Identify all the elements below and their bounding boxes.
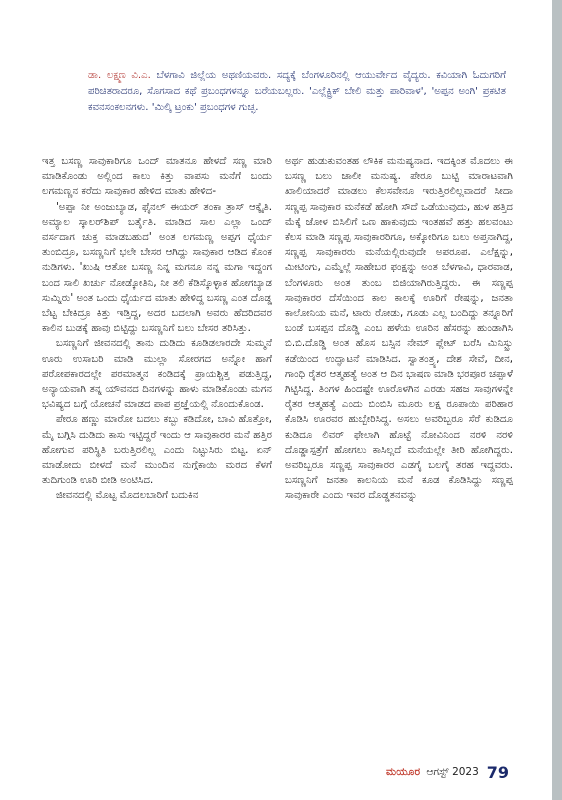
- issue-date: ಆಗಸ್ಟ್ 2023: [426, 765, 479, 778]
- paragraph: ಇತ್ತ ಬಸಣ್ಣ ಸಾವುಕಾರಿಗೂ ಒಂದ್ ಮಾತನೂ ಹೇಳದೆ ಸಣ್ಣ ಮಾರಿ ಮಾಡಿಕೊಂಡು ಅಲ್ಲಿಂದ ಕಾಲು ಕಿತ್ತು ವಾಪಸು ಮನೆಗೆ ಬಂದು ಲಗಮಣ್ಣನ ಕರೆದು ಸಾವುಕಾರ ಹೇಳಿದ ಮಾತು ಹೇಳಿದ-: [42, 156, 272, 198]
- page-edge-shadow: [552, 0, 562, 800]
- author-name: ಡಾ. ಲಕ್ಷ್ಮಣ ವಿ.ಎ.: [88, 70, 151, 81]
- left-column: [42, 154, 272, 504]
- author-bio-text: ಬೆಳಗಾವಿ ಜಿಲ್ಲೆಯ ಅಥಣಿಯವರು. ಸದ್ಯಕ್ಕೆ ಬೆಂಗಳೂರಿನಲ್ಲಿ ಆಯುರ್ವೇದ ವೈದ್ಯರು. ಕವಿಯಾಗಿ ಓದುಗರಿಗೆ ಪರಿಚಿತರಾದರೂ, ಸೊಗಸಾದ ಕಥೆ ಪ್ರಬಂಧಗಳನ್ನೂ ಬರೆಯಬಲ್ಲರು. 'ಎಲ್ಲೆಕ್ಟ್ರಿಕ್ ಬೇಲಿ ಮತ್ತು ಪಾರಿವಾಳ', 'ಅಪ್ಪನ ಅಂಗಿ' ಪ್ರಕಟಿತ ಕವನಸಂಕಲನಗಳು. 'ಮಿಲ್ಕಿ ಟ್ರಂಕು' ಪ್ರಬಂಧಗಳ ಗುಚ್ಛ.: [88, 70, 507, 114]
- paragraph: ಬಸಣ್ಣನಿಗೆ ಜೀವನದಲ್ಲಿ ತಾನು ದುಡಿದು ಕೂಡಿಡಲಾರದೇ ಸುಮ್ಮನೆ ಊರು ಉಸಾಬರಿ ಮಾಡಿ ಮುಲ್ಲಾ ಸೋರಗದ ಅನ್ನೋ ಹಾಗೆ ಪರೋಪಕಾರದಲ್ಲೇ ಪರಮಾತ್ಮನ ಕಂಡಿದಕ್ಕೆ ಪ್ರಾಯಶ್ಚಿತ್ತ ಪಡುತ್ತಿದ್ದ, ಅನ್ಯಾಯವಾಗಿ ತನ್ನ ಯೌವನದ ದಿನಗಳನ್ನು ಹಾಳು ಮಾಡಿಕೊಂಡು ಮಗನ ಭವಿಷ್ಯದ ಬಗ್ಗೆ ಯೋಚನೆ ಮಾಡದ ಪಾಪ ಪ್ರಜ್ಞೆಯಲ್ಲಿ ನೊಂದುಕೊಂಡ.: [42, 338, 272, 411]
- paragraph: 'ಅಪ್ಪಾ ನೀ ಅಂಜುಬ್ಯಾಡ, ಫೈನಲ್ ಈಯರ್ ತಂಕಾ ತ್ರಾಸ್ ಆಕ್ಕೈತಿ. ಅಮ್ಯಾಲ ಸ್ಕಾಲರ್‌ಶಿಪ್ ಬರ್ತೈತಿ. ಮಾಡಿದ ಸಾಲ ಎಲ್ಲಾ ಒಂದ್ ವರ್ಸದಾಗ ಚುಕ್ತ ಮಾಡಬಹುದ' ಅಂತ ಲಗಮಣ್ಣ ಅಪ್ಪಗ ಧೈರ್ಯ ತುಂಬಿದ್ರೂ, ಬಸಣ್ಣನಿಗೆ ಭಲೇ ಬೇಸರ ಆಗಿದ್ದು ಸಾವುಕಾರ ಆಡಿದ ಕೊಂಕ ನುಡಿಗಳು. 'ಖುಷಿ ಆತೋ ಬಸಣ್ಣ ನಿನ್ನ ಮಗನೂ ನನ್ನ ಮಗಾ ಇದ್ದಂಗ ಬಂದ ಸಾಲಿ ಖರ್ಚು ನೋಡ್ಕೋತಿನಿ, ನೀ ತಲಿ ಕೆಡಿಸ್ಕೊಳ್ಳಾಕ ಹೋಗಬ್ಯಾಡ ಸುಮ್ನಿರು' ಅಂತ ಒಂದು ಧೈರ್ಯದ ಮಾತು ಹೇಳಿದ್ದ ಬಸಣ್ಣ ಎಂತ ದೊಡ್ಡ ಬೆಟ್ಟ ಬೇಕಿದ್ರೂ ಕಿತ್ತು ಇಡ್ತಿದ್ದ, ಅದರ ಬದಲಾಗಿ ಅವರು ಹೆದರಿದವರ ಕಾಲಿನ ಬುಡಕ್ಕೆ ಹಾವು ಬಿಟ್ಟಿದ್ದು ಬಸಣ್ಣನಿಗೆ ಬಲು ಬೇಸರ ತರಿಸಿತ್ತು.: [42, 201, 272, 335]
- page-footer: [386, 760, 509, 784]
- page-number: 79: [486, 762, 510, 782]
- right-column: [285, 154, 513, 504]
- paragraph: ಪೇರೂ ಹಣ್ಣು ಮಾರೋ ಬದಲು ಕಬ್ಬು ಕಡಿದೋ, ಬಾವಿ ಹೊತ್ತೋ, ಮೈ ಬಗ್ಗಿಸಿ ದುಡಿದು ಕಾಸು ಇಟ್ಟಿದ್ದರೆ ಇಂದು ಆ ಸಾವುಕಾರರ ಮನೆ ಹತ್ತಿರ ಹೋಗುವ ಪರಿಸ್ಥಿತಿ ಬರುತ್ತಿರಲಿಲ್ಲ ಎಂದು ನಿಟ್ಟುಸಿರು ಬಿಟ್ಟ. ಏನ್ ಮಾಡೋದು ಬೀಳದೆ ಮನೆ ಮುಂದಿನ ನುಗ್ಗೆಕಾಯಿ ಮರದ ಕೆಳಗೆ ತುದಿಗುಂಡಿ ಊರಿ ಬೀಡಿ ಅಂಟಿಸಿದ.: [42, 414, 272, 487]
- paragraph: ಅರ್ಥ ಹುಡುಕುವಂತಹ ಲೌಕಿಕ ಮನುಷ್ಯನಾದ. ಇದಕ್ಕಿಂತ ಮೊದಲು ಈ ಬಸಣ್ಣ ಬಲು ಜಾಲೀ ಮನುಷ್ಯ. ಪೇರೂ ಬುಟ್ಟಿ ಮಾರಾಟವಾಗಿ ಖಾಲಿಯಾದರೆ ಮಾಡಲು ಕೆಲಸವೇನೂ ಇರುತ್ತಿರಲಿಲ್ಲವಾದರೆ ಸೀದಾ ಸಣ್ಣಪ್ಪ ಸಾವುಕಾರ ಮನೆಕಡೆ ಹೋಗಿ ಸೌದೆ ಒಡೆಯುವುದು, ಹುಳ ಹತ್ತಿದ ಮೆಕ್ಕೆ ಜೋಳ ಬಿಸಿಲಿಗೆ ಒಣ ಹಾಕುವುದು ಇಂತಹವೆ ಹತ್ತು ಹಲವಂಟು ಕೆಲಸ ಮಾಡಿ ಸಣ್ಣಪ್ಪ ಸಾವುಕಾರರಿಗೂ, ಅಕ್ಕೋರಿಗೂ ಬಲು ಅಪ್ತನಾಗಿದ್ದ, ಸಣ್ಣಪ್ಪ ಸಾವುಕಾರರು ಮನೆಯಲ್ಲಿರುವುದೇ ಅಪರೂಪ. ಎಲೆಕ್ಷನ್ನು, ಮೀಟಿಂಗು, ಎಮ್ಮೆಲ್ಲೆ ಸಾಹೇಬರ ಫಂಕ್ಷನ್ನು ಅಂತ ಬೆಳಗಾವಿ, ಧಾರವಾಡ, ಬೆಂಗಳೂರು ಅಂತ ತುಂಬ ಬಿಜಿಯಾಗಿರುತ್ತಿದ್ದರು. ಈ ಸಣ್ಣಪ್ಪ ಸಾವುಕಾರರ ದೆಸೆಯಿಂದ ಕಾಲ ಕಾಲಕ್ಕೆ ಊರಿಗೆ ರೇಷನ್ನು, ಜನತಾ ಕಾಲೋನಿಯ ಮನೆ, ಟಾರು ರೋಡು, ಗೂಡು ಎಲ್ಲ ಬಂದಿದ್ದು ತನ್ನೂರಿಗೆ ಬಂಡೆ ಬಸಪ್ಪನ ದೊಡ್ಡಿ ಎಂಬ ಹಳೆಯ ಊರಿನ ಹೆಸರನ್ನು ಹುಂಡಾಗಿಸಿ ಬಿ.ಬಿ.ದೊಡ್ಡಿ ಅಂತ ಹೊಸ ಬಸ್ಸಿನ ನೇಮ್ ಪ್ಲೇಟ್ ಬರೆಸಿ ಮಿನಿಸ್ಟ್ರು ಕಡೆಯಿಂದ ಉದ್ಘಾಟನೆ ಮಾಡಿಸಿದ. ಸ್ವಾತಂತ್ರ್ಯ, ದೇಶ ಸೇವೆ, ದೀನ, ಗಾಂಧಿ ರೈತರ ಆತ್ಮಹತ್ಯೆ ಅಂತ ಆ ದಿನ ಭಾಷಣ ಮಾಡಿ ಭರಪೂರ ಚಪ್ಪಾಳೆ ಗಿಟ್ಟಿಸಿದ್ದ. ತಿಂಗಳ ಹಿಂದಷ್ಟೇ ಊರೊಳಗಿನ ಎರಡು ಸಹಜ ಸಾವುಗಳನ್ನೇ ರೈತರ ಆತ್ಮಹತ್ಯೆ ಎಂದು ಬಿಂಬಿಸಿ ಮೂರು ಲಕ್ಷ ರೂಪಾಯಿ ಪರಿಹಾರ ಕೊಡಿಸಿ ಊರವರ ಹುಬ್ಬೇರಿಸಿದ್ದ. ಅಸಲು ಅವರಿಬ್ಬರೂ ಸೆರೆ ಕುಡಿದೂ ಕುಡಿದೂ ಲಿವರ್ ಫೇಲಾಗಿ ಹೊಟ್ಟೆ ನೋವಿನಿಂದ ನರಳಿ ನರಳಿ ದೊಡ್ಡಾಸ್ಪತ್ರೆಗೆ ಹೋಗಲು ಕಾಸಿಲ್ಲದೆ ಮನೆಯಲ್ಲೇ ತೀರಿ ಹೋಗಿದ್ದರು. ಅವರಿಬ್ಬರೂ ಸಣ್ಣಪ್ಪ ಸಾವುಕಾರರ ಎಡಗೈ ಬಲಗೈ ತರಹ ಇದ್ದವರು. ಬಸಣ್ಣನಿಗೆ ಜನತಾ ಕಾಲನಿಯ ಮನೆ ಕೂಡ ಕೊಡಿಸಿದ್ದು ಸಣ್ಣಪ್ಪ ಸಾವುಕಾರೇ ಎಂದು ಇವರ ದೊಡ್ಡತನವನ್ನು: [285, 156, 513, 502]
- author-bio: [88, 68, 506, 117]
- paragraph: ಜೀವನದಲ್ಲಿ ಮೊಟ್ಟ ಮೊದಲಬಾರಿಗೆ ಬದುಕಿನ: [56, 490, 199, 502]
- magazine-brand: ಮಯೂರ: [386, 765, 421, 778]
